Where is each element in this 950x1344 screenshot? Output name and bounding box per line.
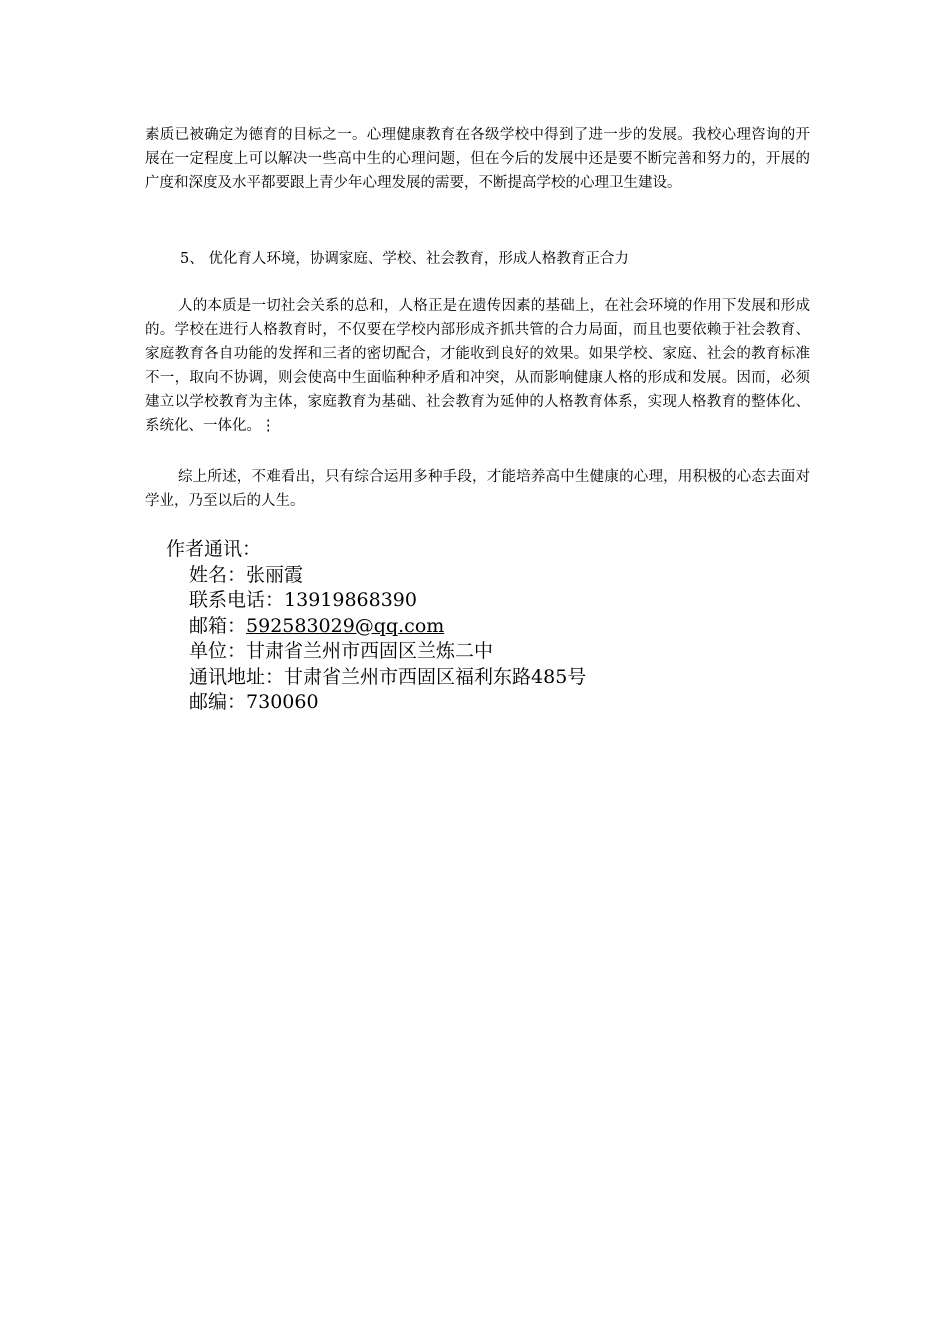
- author-email-label: 邮箱：: [189, 614, 247, 637]
- author-email-line: [166, 614, 586, 640]
- author-name-label: 姓名：: [189, 563, 247, 586]
- author-address-line: [166, 665, 586, 691]
- section-heading-5: 5、 优化育人环境，协调家庭、学校、社会教育，形成人格教育正合力: [180, 251, 629, 267]
- paragraph-conclusion: 综上所述，不难看出，只有综合运用多种手段，才能培养高中生健康的心理，用积极的心态去面对学业，乃至以后的人生。: [145, 469, 810, 509]
- author-phone-value: 13919868390: [284, 589, 417, 611]
- author-postcode-value: 730060: [246, 691, 319, 713]
- paragraph-personality-education: 人的本质是一切社会关系的总和，人格正是在遗传因素的基础上，在社会环境的作用下发展和形成的。学校在进行人格教育时，不仅要在学校内部形成齐抓共管的合力局面，而且也要依赖于社会教育、家庭教育各自功能的发挥和三者的密切配合，才能收到良好的效果。如果学校、家庭、社会的教育标准不一，取向不协调，则会使高中生面临种种矛盾和冲突，从而影响健康人格的形成和发展。因而，必须建立以学校教育为主体，家庭教育为基础、社会教育为延伸的人格教育体系，实现人格教育的整体化、系统化、一体化。⋮: [145, 298, 810, 434]
- paragraph-psychological-health: 素质已被确定为德育的目标之一。心理健康教育在各级学校中得到了进一步的发展。我校心理咨询的开展在一定程度上可以解决一些高中生的心理问题，但在今后的发展中还是要不断完善和努力的，开展的广度和深度及水平都要跟上青少年心理发展的需要，不断提高学校的心理卫生建设。: [145, 127, 810, 191]
- author-name-line: [166, 563, 586, 589]
- author-name-value: 张丽霞: [246, 563, 304, 586]
- author-contact-heading: 作者通讯：: [166, 538, 262, 560]
- author-unit-label: 单位：: [189, 640, 247, 662]
- author-contact-block: [166, 537, 586, 716]
- author-unit-value: 甘肃省兰州市西固区兰炼二中: [246, 640, 494, 662]
- author-phone-label: 联系电话：: [189, 589, 285, 611]
- author-phone-line: [166, 588, 586, 614]
- author-postcode-label: 邮编：: [189, 691, 247, 713]
- author-postcode-line: [166, 690, 586, 716]
- author-address-value: 甘肃省兰州市西固区福利东路485号: [284, 665, 587, 688]
- author-unit-line: [166, 639, 586, 665]
- author-address-label: 通讯地址：: [189, 665, 285, 688]
- author-email-link[interactable]: 592583029@qq.com: [246, 614, 445, 637]
